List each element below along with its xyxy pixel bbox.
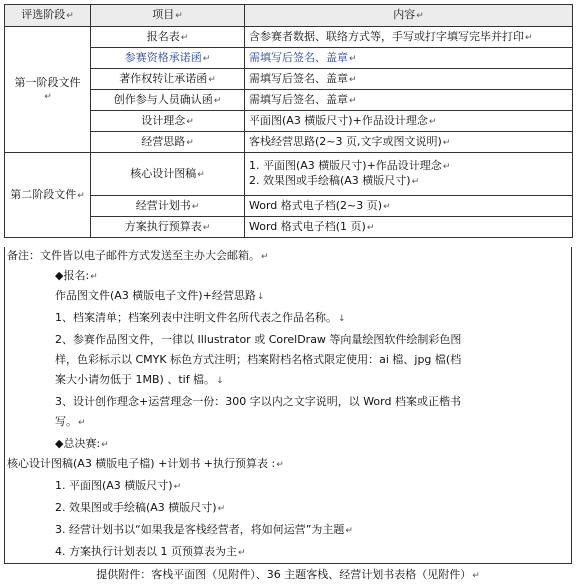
- table-row: [5, 132, 573, 153]
- list-item-cont: 写。↵: [55, 415, 86, 428]
- attachments-footer: 提供附件：客栈平面图（见附件）、36 主题客栈、经营计划书表格（见附件）↵: [96, 568, 480, 581]
- list-item: 1. 平面图(A3 横版尺寸)↵: [55, 479, 182, 492]
- final-title: ◆总决赛:↵: [55, 437, 109, 450]
- table-row: [5, 90, 573, 111]
- item-cell: 著作权转让承诺函↵: [91, 69, 245, 90]
- submission-table: [4, 4, 573, 238]
- item-cell: 经营计划书↵: [91, 196, 245, 217]
- list-item-cont: 案大小请勿低于 1MB) 、tif 檔。↓: [55, 373, 224, 386]
- table-row: [5, 27, 573, 48]
- content-cell: Word 格式电子档(2~3 页)↵: [245, 196, 573, 217]
- content-cell: 平面图(A3 横版尺寸)+作品设计理念↵: [245, 111, 573, 132]
- item-cell: 设计理念↵: [91, 111, 245, 132]
- list-item: 3. 经营计划书以“如果我是客栈经营者，将如何运营”为主题↵: [55, 523, 353, 536]
- content-cell: Word 格式电子档(1 页)↵: [245, 217, 573, 238]
- final-subtitle: 核心设计图稿(A3 横版电子檔) +计划书 +执行预算表 :↵: [7, 457, 284, 470]
- content-cell: 需填写后签名、盖章↵: [245, 69, 573, 90]
- list-item: 1、档案清单；档案列表中注明文件名所代表之作品名称。↓: [55, 311, 346, 324]
- item-cell: 创作参与人员确认函↵: [91, 90, 245, 111]
- table-row: [5, 196, 573, 217]
- item-cell: 参赛资格承诺函↵: [91, 48, 245, 69]
- item-cell: 经营思路↵: [91, 132, 245, 153]
- content-cell: 含参赛者数据、联络方式等，手写或打字填写完毕并打印↵: [245, 27, 573, 48]
- header-item: 项目↵: [91, 5, 245, 27]
- list-item: 3、设计创作理念+运营理念一份：300 字以内之文字说明，以 Word 档案或正楷书: [55, 395, 461, 408]
- table-row: [5, 69, 573, 90]
- content-cell: 客栈经营思路(2~3 页,文字或图文说明)↵: [245, 132, 573, 153]
- stage-2-cell: 第二阶段文件↵: [5, 153, 91, 238]
- list-item-cont: 样，色彩标示以 CMYK 标色方式注明；档案附档名格式限定使用：ai 檔、jpg 檔(档: [55, 353, 462, 366]
- content-cell: 需填写后签名、盖章↵: [245, 48, 573, 69]
- header-stage: 评选阶段↵: [5, 5, 91, 27]
- table-row: [5, 153, 573, 196]
- list-item: 2、参赛作品图文件，一律以 Illustrator 或 CorelDraw 等向量绘图软件绘制彩色图: [55, 333, 462, 346]
- notes-section: [4, 247, 572, 564]
- header-content: 内容↵: [245, 5, 573, 27]
- baoming-subtitle: 作品图文件(A3 横版电子文件)+经营思路↓: [55, 289, 265, 302]
- content-cell: 1. 平面图(A3 横版尺寸)+作品设计理念↵ 2. 效果图或手绘稿(A3 横版尺寸)↵: [245, 153, 573, 196]
- baoming-title: ◆报名:↵: [55, 269, 98, 282]
- remark-line: 备注：文件皆以电子邮件方式发送至主办大会邮箱。↵: [7, 249, 269, 262]
- stage-1-cell: 第一阶段文件 ↵: [5, 27, 91, 153]
- item-cell: 方案执行预算表↵: [91, 217, 245, 238]
- item-cell: 核心设计图稿↵: [91, 153, 245, 196]
- content-cell: 需填写后签名、盖章↵: [245, 90, 573, 111]
- list-item: 4. 方案执行计划表以 1 页预算表为主↵: [55, 545, 246, 558]
- table-row: [5, 48, 573, 69]
- item-cell: 报名表↵: [91, 27, 245, 48]
- table-header-row: [5, 5, 573, 27]
- list-item: 2. 效果图或手绘稿(A3 横版尺寸)↵: [55, 501, 226, 514]
- table-row: [5, 111, 573, 132]
- table-row: [5, 217, 573, 238]
